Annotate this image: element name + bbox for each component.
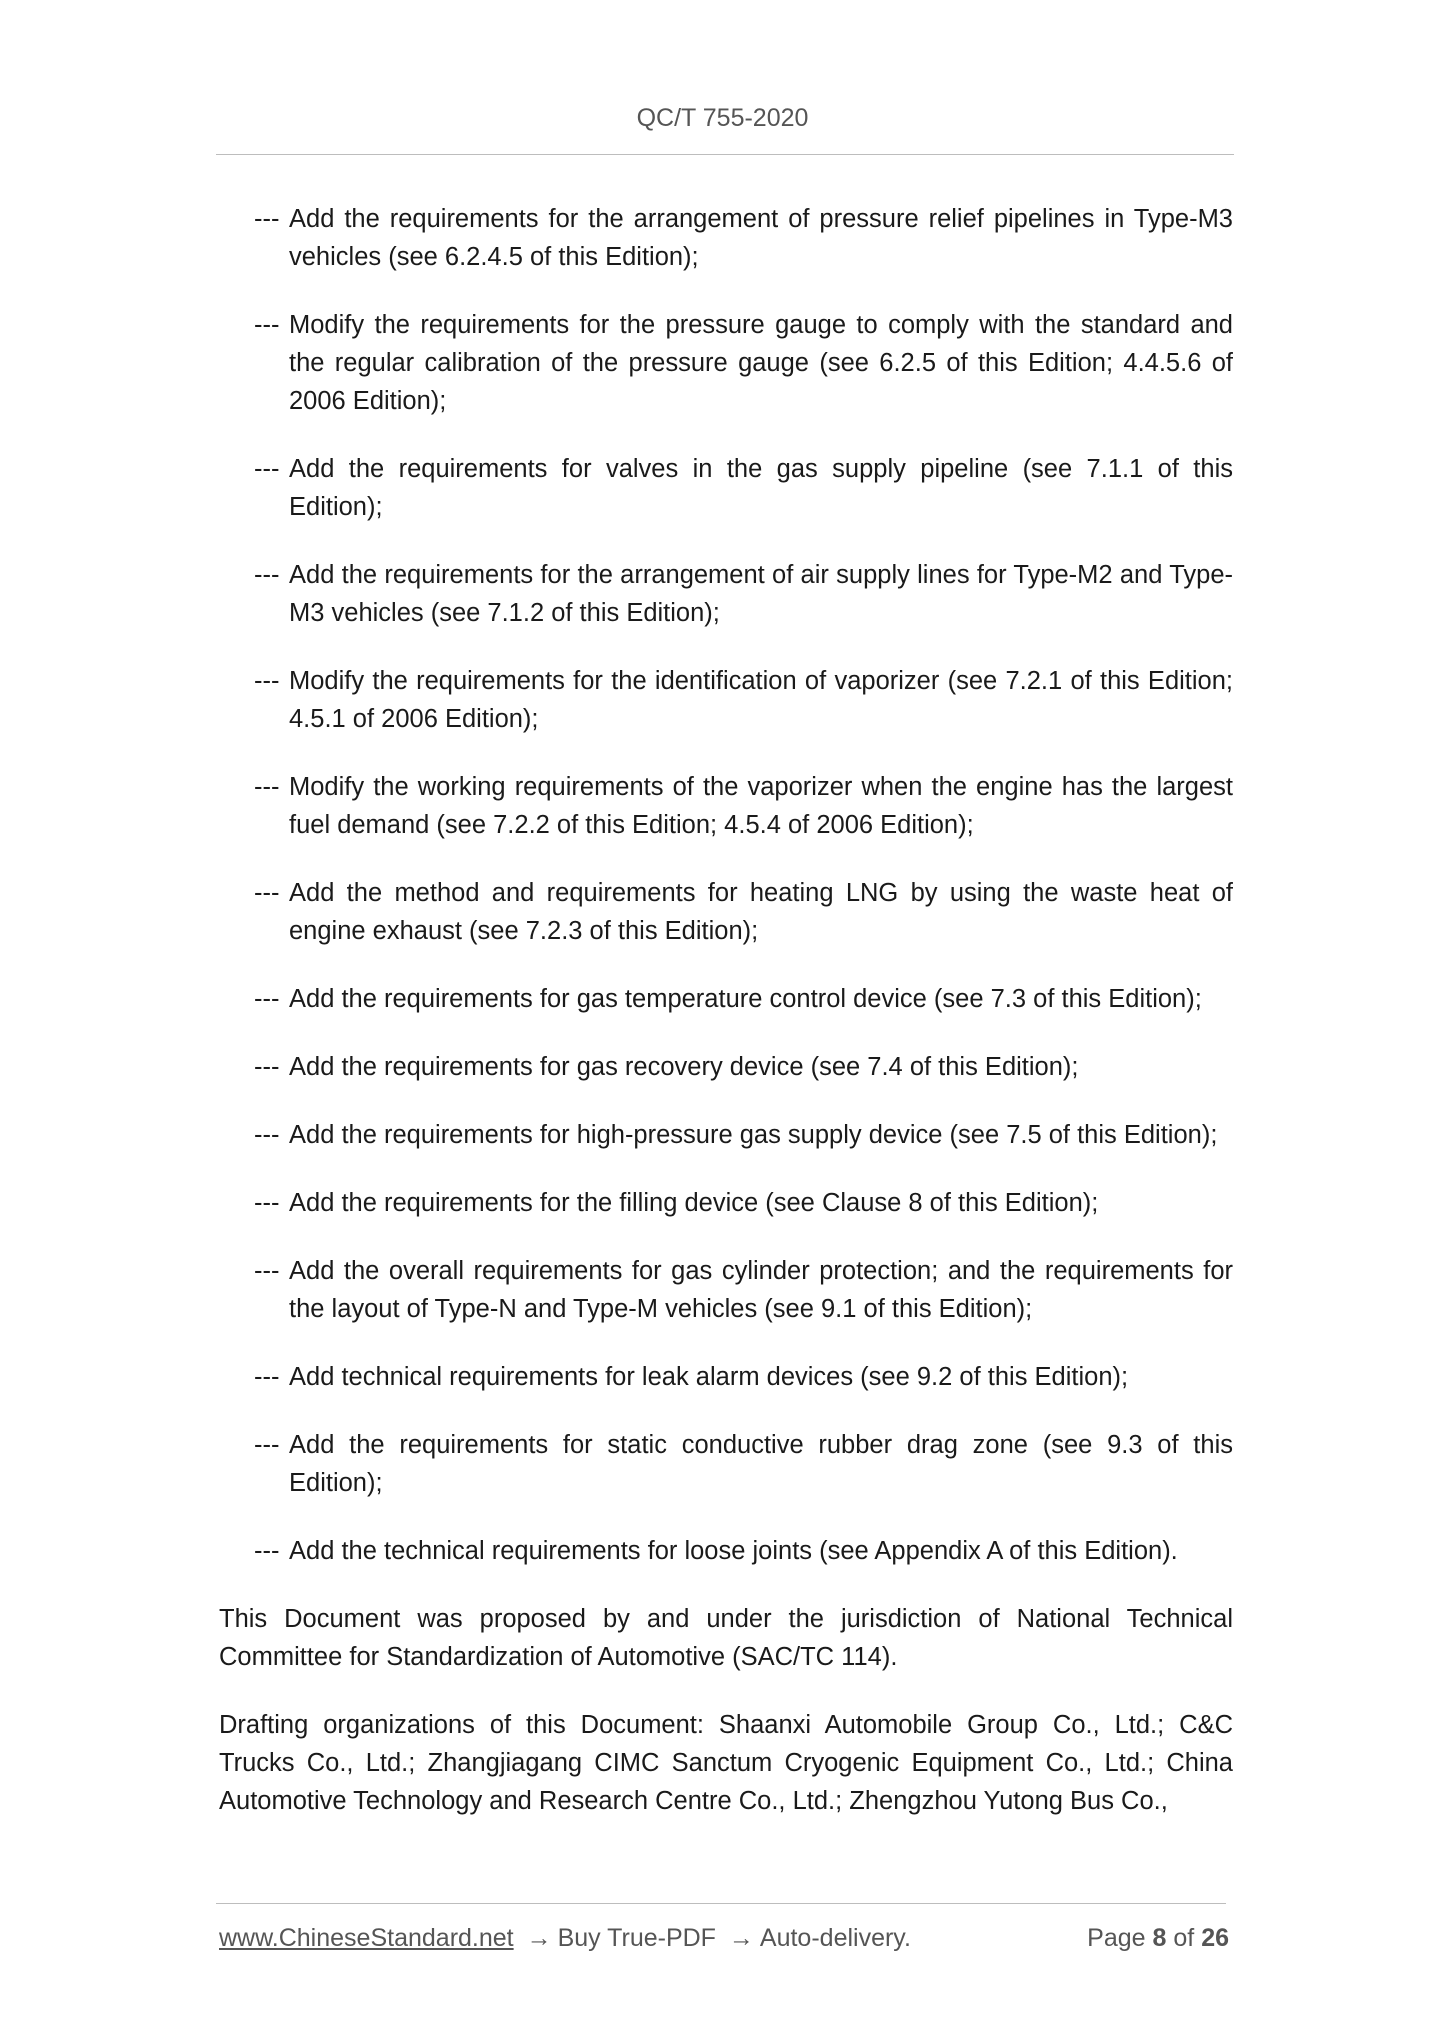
list-item-text: Modify the requirements for the identification of vaporizer (see 7.2.1 of this Edition; 4.5.1 of 2006 Edition); (289, 667, 1233, 733)
list-item-text: Add the requirements for the arrangement of pressure relief pipelines in Type-M3 vehicles (see 6.2.4.5 of this Edition); (289, 205, 1233, 271)
dash-marker: --- (254, 311, 280, 339)
list-item (219, 1532, 1233, 1570)
dash-marker: --- (254, 205, 280, 233)
dash-marker: --- (254, 455, 280, 483)
arrow-right-icon: → (728, 1924, 754, 1952)
auto-delivery-text: Auto-delivery. (759, 1924, 911, 1952)
list-item (219, 1252, 1233, 1328)
list-item (219, 768, 1233, 844)
list-item (219, 1048, 1233, 1086)
list-item-text: Add the requirements for static conductive rubber drag zone (see 9.3 of this Edition); (289, 1431, 1233, 1497)
list-item (219, 874, 1233, 950)
list-item (219, 1116, 1233, 1154)
total-page-count: 26 (1201, 1924, 1229, 1952)
list-item-text: Modify the requirements for the pressure gauge to comply with the standard and the regular calibration of the pressure gauge (see 6.2.5 of this Edition; 4.4.5.6 of 2006 Edition); (289, 311, 1233, 415)
list-item-text: Add the requirements for the filling device (see Clause 8 of this Edition); (289, 1189, 1099, 1217)
list-item (219, 306, 1233, 420)
amendment-list (219, 200, 1233, 1570)
header-divider (216, 154, 1234, 155)
dash-marker: --- (254, 879, 280, 907)
list-item (219, 980, 1233, 1018)
list-item (219, 1184, 1233, 1222)
list-item-text: Add the requirements for the arrangement of air supply lines for Type-M2 and Type-M3 vehicles (see 7.1.2 of this Edition); (289, 561, 1233, 627)
list-item (219, 200, 1233, 276)
dash-marker: --- (254, 1363, 280, 1391)
dash-marker: --- (254, 1431, 280, 1459)
list-item (219, 1426, 1233, 1502)
dash-marker: --- (254, 1053, 280, 1081)
current-page-number: 8 (1152, 1924, 1167, 1952)
list-item-text: Add the requirements for gas recovery device (see 7.4 of this Edition); (289, 1053, 1079, 1081)
footer-divider (216, 1903, 1226, 1904)
list-item-text: Add the technical requirements for loose joints (see Appendix A of this Edition). (289, 1537, 1178, 1565)
list-item (219, 450, 1233, 526)
list-item-text: Add the method and requirements for heating LNG by using the waste heat of engine exhaust (see 7.2.3 of this Edition); (289, 879, 1233, 945)
list-item-text: Add the requirements for high-pressure gas supply device (see 7.5 of this Edition); (289, 1121, 1218, 1149)
dash-marker: --- (254, 1189, 280, 1217)
page-label: Page (1087, 1924, 1146, 1952)
page-of-label: of (1173, 1924, 1195, 1952)
dash-marker: --- (254, 667, 280, 695)
dash-marker: --- (254, 773, 280, 801)
dash-marker: --- (254, 1121, 280, 1149)
list-item-text: Add the requirements for gas temperature control device (see 7.3 of this Edition); (289, 985, 1202, 1013)
drafting-paragraph: Drafting organizations of this Document: Shaanxi Automobile Group Co., Ltd.; C&C Trucks Co., Ltd.; Zhangjiagang CIMC Sanctum Cryogenic Equipment Co., Ltd.; China Automotive Technology and Research Centre Co., Ltd.; Zhengzhou Yutong Bus Co., (219, 1711, 1233, 1815)
buy-true-pdf-text: Buy True-PDF (557, 1924, 716, 1952)
list-item-text: Add the overall requirements for gas cylinder protection; and the requirements for the layout of Type-N and Type-M vehicles (see 9.1 of this Edition); (289, 1257, 1233, 1323)
dash-marker: --- (254, 561, 280, 589)
list-item (219, 556, 1233, 632)
dash-marker: --- (254, 1257, 280, 1285)
dash-marker: --- (254, 985, 280, 1013)
dash-marker: --- (254, 1537, 280, 1565)
page-indicator (1087, 1924, 1229, 1953)
list-item (219, 662, 1233, 738)
document-body (219, 200, 1233, 1850)
page-header-title: QC/T 755-2020 (636, 104, 809, 132)
site-link[interactable]: www.ChineseStandard.net (219, 1924, 514, 1952)
list-item (219, 1358, 1233, 1396)
list-item-text: Add the requirements for valves in the gas supply pipeline (see 7.1.1 of this Edition); (289, 455, 1233, 521)
arrow-right-icon: → (526, 1924, 552, 1952)
proposal-paragraph: This Document was proposed by and under the jurisdiction of National Technical Committee for Standardization of Automotive (SAC/TC 114). (219, 1605, 1233, 1671)
list-item-text: Modify the working requirements of the vaporizer when the engine has the largest fuel demand (see 7.2.2 of this Edition; 4.5.4 of 2006 Edition); (289, 773, 1233, 839)
page-footer (219, 1924, 1229, 1964)
list-item-text: Add technical requirements for leak alarm devices (see 9.2 of this Edition); (289, 1363, 1129, 1391)
